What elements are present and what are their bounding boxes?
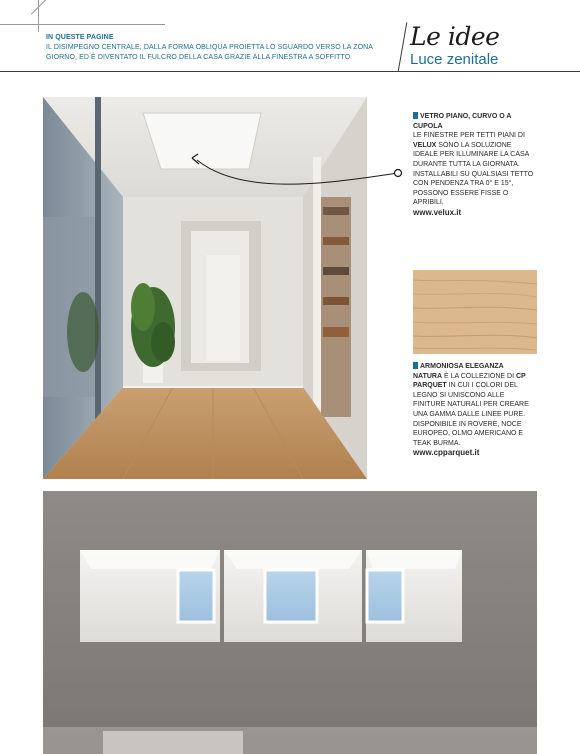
caption-url[interactable]: www.velux.it xyxy=(413,207,462,217)
caption-body-pre: LE FINESTRE PER TETTI PIANI DI xyxy=(413,132,525,140)
caption-heading: VETRO PIANO, CURVO O A CUPOLA xyxy=(413,113,512,130)
caption-velux xyxy=(413,112,535,218)
caption-body-post: SONO LA SOLUZIONE IDEALE PER ILLUMINARE LA CASA DURANTE TUTTA LA GIORNATA. INSTALLABILI SU QUALSIASI TETTO CON PENDENZA TRA 0° E 15°, POSSONO ESSERE FISSE O APRIBILI. xyxy=(413,141,534,207)
wood-swatch xyxy=(413,270,537,354)
caption-body-pre: È LA COLLEZIONE DI xyxy=(442,372,516,380)
section-subtitle: Luce zenitale xyxy=(410,51,499,68)
bullet-square xyxy=(413,362,418,369)
caption-body-post: IN CUI I COLORI DEL LEGNO SI UNISCONO ALLE FINITURE NATURALI PER CREARE UNA GAMMA DALLE LINEE PURE. DISPONIBILE IN ROVERE, NOCE EUROPEO, OLMO AMERICANO E TEAK BURMA. xyxy=(413,382,529,447)
header-rule xyxy=(0,71,580,72)
corner-mark-diagonal xyxy=(31,0,47,15)
caption-product: NATURA xyxy=(413,372,443,380)
bullet-square xyxy=(413,112,418,119)
caption-brand: VELUX xyxy=(413,141,437,149)
caption-heading: ARMONIOSA ELEGANZA xyxy=(420,363,504,370)
caption-cp-parquet xyxy=(413,362,537,458)
caption-brand: CP PARQUET xyxy=(413,372,526,390)
section-title: Le idee xyxy=(410,22,500,51)
section-divider xyxy=(398,22,408,71)
kicker-title: IN QUESTE PAGINE xyxy=(46,34,114,41)
header-top-rule xyxy=(0,24,165,25)
skylights-photo xyxy=(43,491,537,754)
caption-url[interactable]: www.cpparquet.it xyxy=(413,448,480,458)
hallway-photo xyxy=(43,97,367,479)
kicker-text: IL DISIMPEGNO CENTRALE, DALLA FORMA OBLIQUA PROIETTA LO SGUARDO VERSO LA ZONA GIORNO, ED È DIVENTATO IL FULCRO DELLA CASA GRAZIE ALLA FINESTRA A SOFFITTO xyxy=(46,44,373,61)
